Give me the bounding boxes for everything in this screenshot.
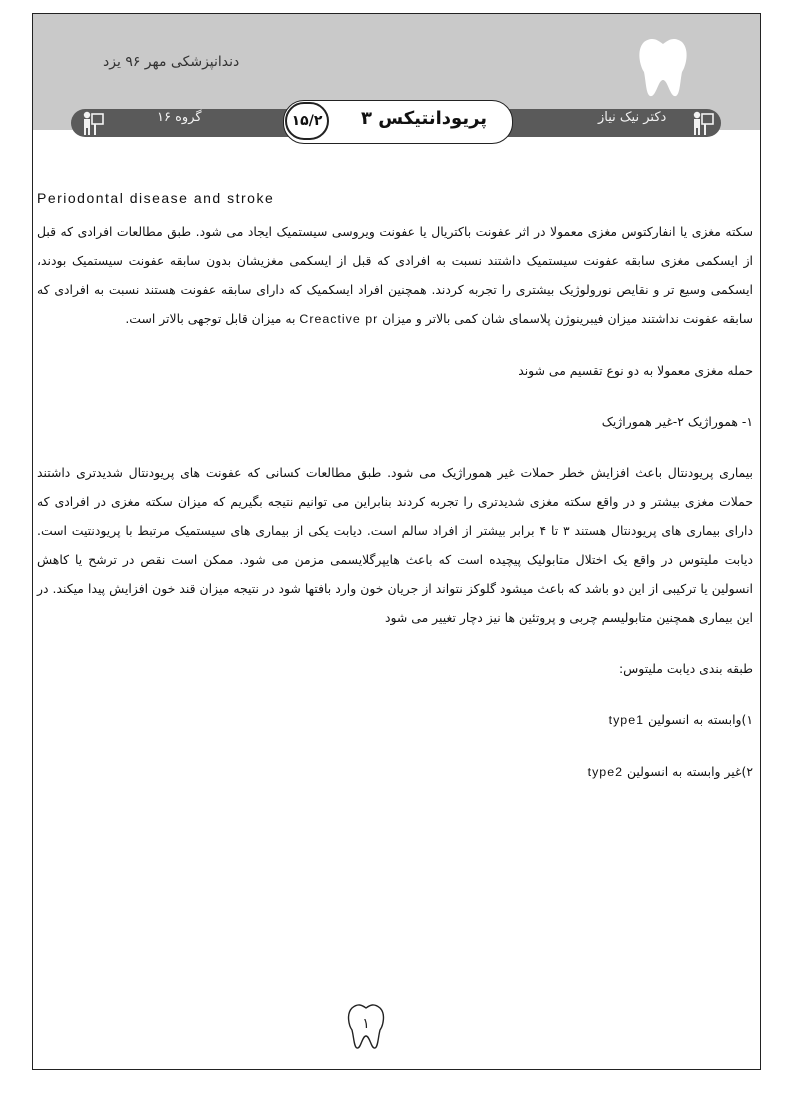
group-label: گروه ۱۶ [157, 110, 202, 125]
university-label: دندانپزشکی مهر ۹۶ یزد [103, 54, 240, 70]
session-badge: ۱۵/۲ [285, 102, 329, 140]
instructor-label: دکتر نیک نیاز [598, 110, 667, 125]
tooth-page-icon [346, 1002, 386, 1050]
page-number: ۱ [362, 1016, 370, 1032]
page-frame [32, 13, 761, 1070]
inline-term: type1 [608, 713, 644, 727]
teacher-icon [81, 110, 105, 136]
inline-term: type2 [587, 765, 623, 779]
paragraph: ۱- هموراژیک ۲-غیر هموراژیک [601, 414, 753, 429]
paragraph: بیماری پریودنتال باعث افزایش خطر حملات غیر هموراژیک می شود. طبق مطالعات کسانی که عفونت های پریودنتال شدیدتری داشتند حملات مغزی بیشتر و در واقع سکته مغزی شدیدتری را تجربه کردند بنابراین می توانیم نتیجه بگیریم که میزان سکته مغزی در افرادی که دارای بیماری های پریودنتال هستند ۳ تا ۴ برابر بیشتر از افراد سالم است. دیابت یکی از بیماری های سیستمیک مرتبط با پریودنتیت است. دیابت ملیتوس در واقع یک اختلال متابولیک پیچیده است که باعث هایپرگلایسمی مزمن می شود. ممکن است نقص در ترشح یا کاهش انسولین یا ترکیبی از این دو باشد که باعث میشود گلوکز نتواند از جریان خون وارد بافتها شود در نتیجه میزان قند خون افزایش پیدا میکند. در این بیماری همچنین متابولیسم چربی و پروتئین ها نیز دچار تغییر می شود [37, 465, 754, 625]
page-header [33, 14, 760, 130]
tooth-logo-icon [636, 36, 690, 98]
course-title: پریودانتیکس ۳ [361, 108, 488, 129]
page-content [37, 184, 753, 787]
paragraph: طبقه بندی دیابت ملیتوس: [619, 661, 753, 676]
paragraph: سکته مغزی یا انفارکتوس مغزی معمولا در اثر عفونت باکتریال یا عفونت ویروسی سیستمیک ایجاد می شود. طبق مطالعات افرادی که قبل از ایسکمی مغزی سابقه عفونت سیستمیک داشتند نسبت به افرادی که قبل از ایسکمی مغزیشان بدون سابقه عفونت سیستمیک بودند، ایسکمی وسیع تر و نقایص نورولوژیک بیشتری را تجربه کردند. همچنین افراد ایسکمیک که دارای سابقه عفونت هستند نسبت به افرادی که سابقه عفونت نداشتند میزان فیبرینوژن پلاسمای شان کمی بالاتر و میزان Creactive pr به میزان قابل توجهی بالاتر است. [37, 224, 753, 326]
teacher-icon [691, 110, 715, 136]
section-heading: Periodontal disease and stroke [37, 190, 275, 206]
inline-term: Creactive pr [299, 312, 379, 326]
paragraph: حمله مغزی معمولا به دو نوع تقسیم می شوند [518, 363, 753, 378]
list-item: ۱)وابسته به انسولین type1 [608, 712, 753, 727]
list-item: ۲)غیر وابسته به انسولین type2 [587, 764, 753, 779]
